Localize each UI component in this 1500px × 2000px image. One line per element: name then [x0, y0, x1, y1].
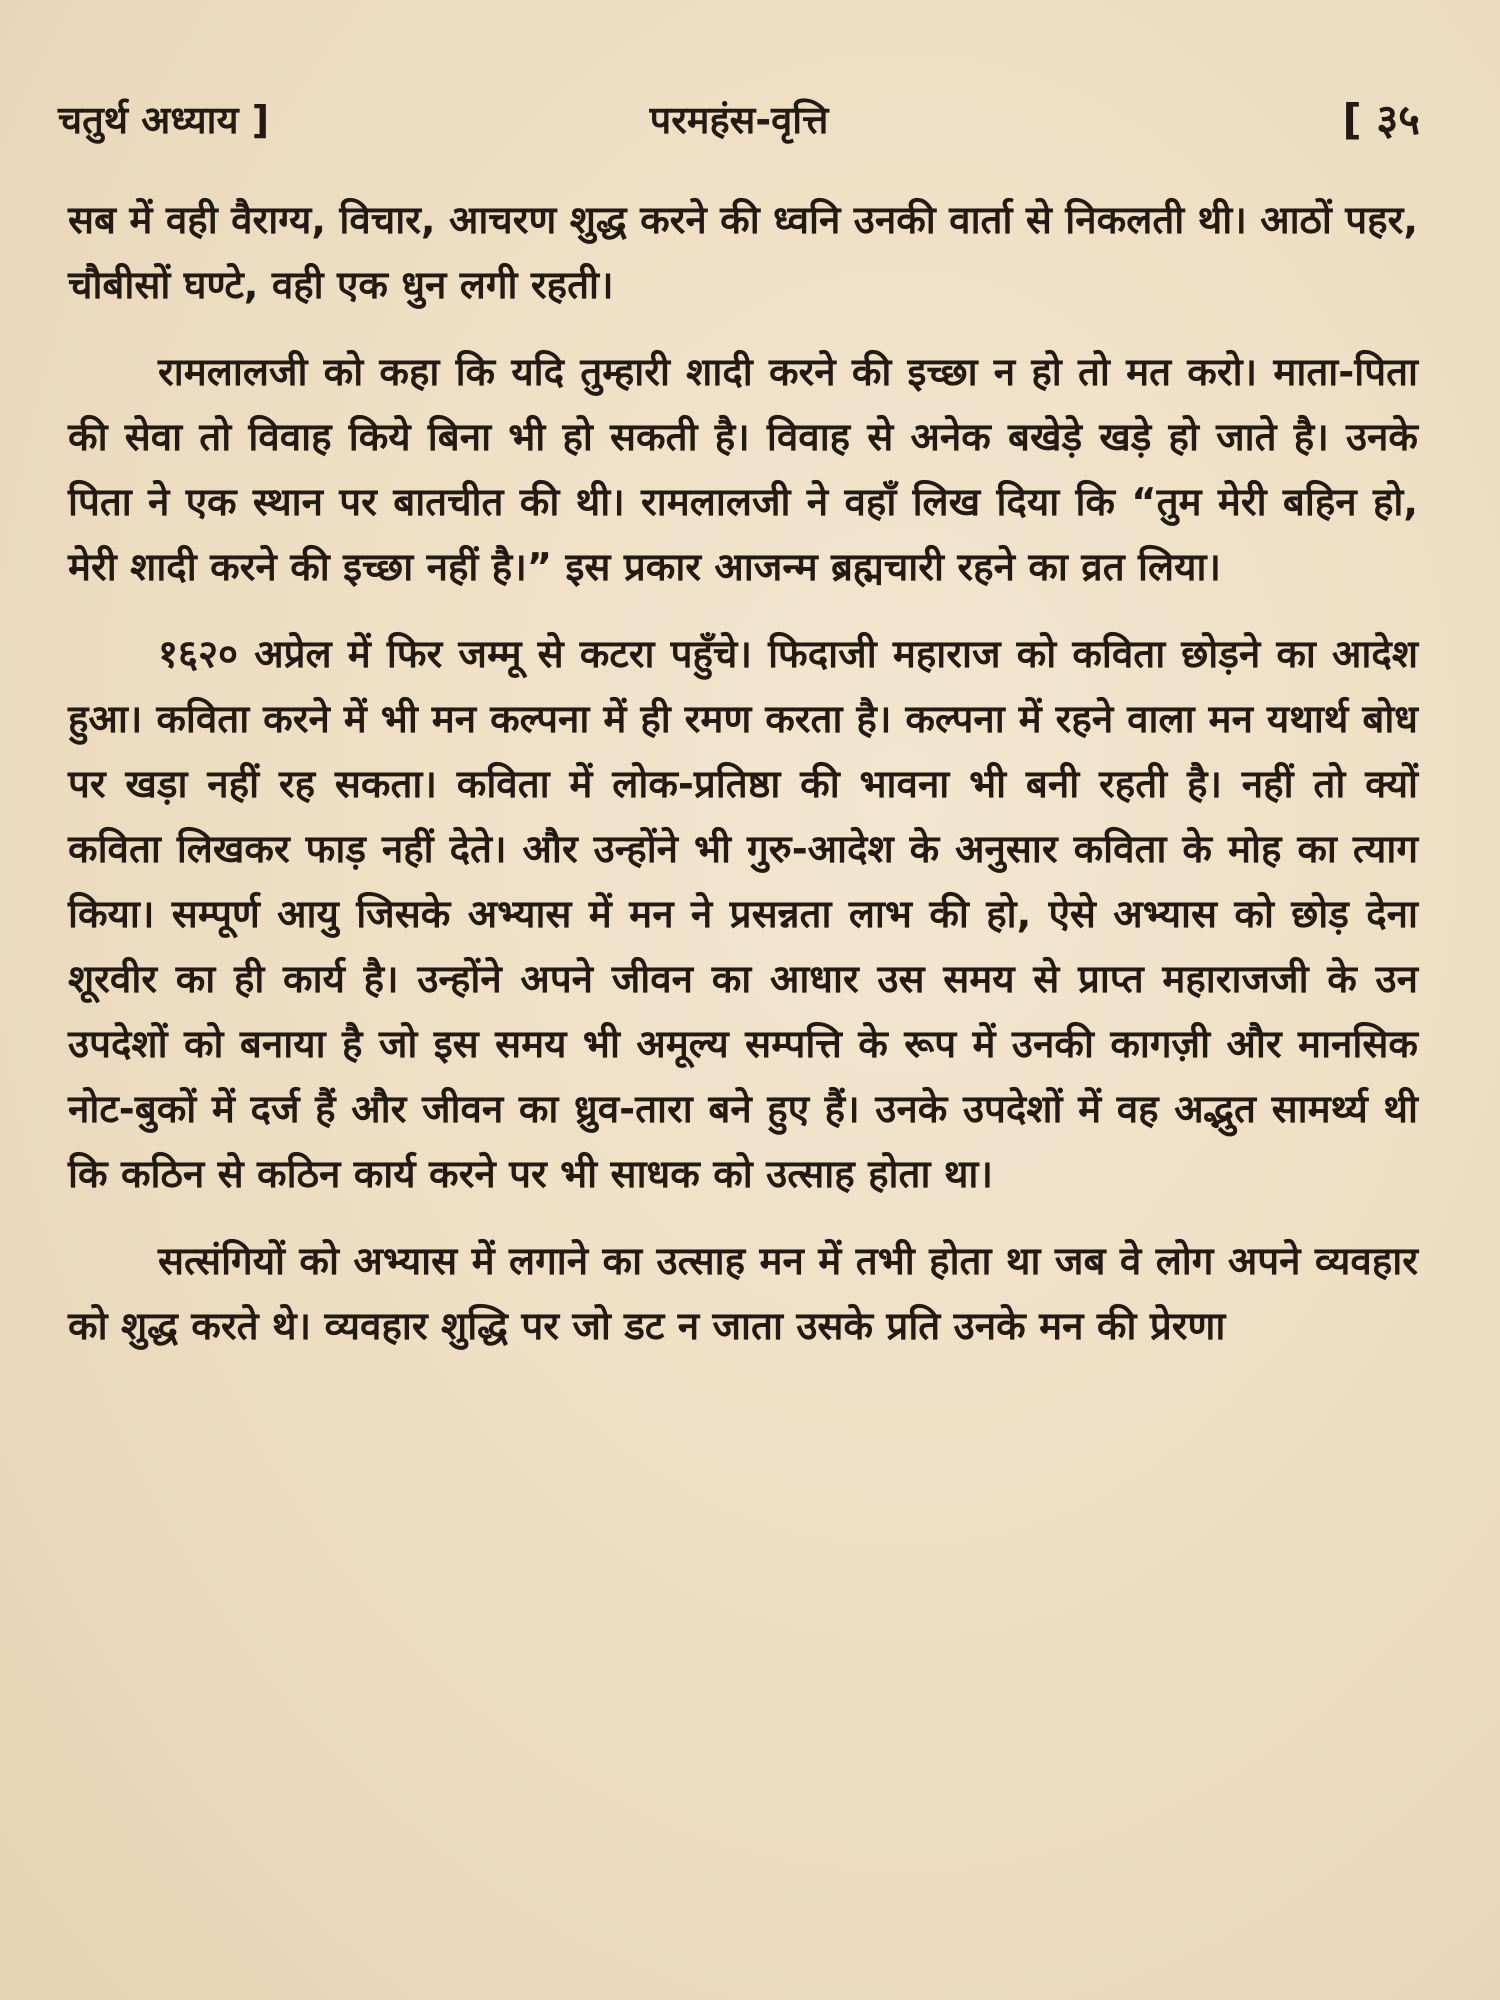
body-text	[68, 188, 1418, 1359]
paragraph-4: सत्संगियों को अभ्यास में लगाने का उत्साह मन में तभी होता था जब वे लोग अपने व्यवहार को शुद्ध करते थे। व्यवहार शुद्धि पर जो डट न जाता उसके प्रति उनके मन की प्रेरणा	[68, 1239, 1418, 1349]
paragraph-2: रामलालजी को कहा कि यदि तुम्हारी शादी करने की इच्छा न हो तो मत करो। माता-पिता की सेवा तो विवाह किये बिना भी हो सकती है। विवाह से अनेक बखेड़े खड़े हो जाते है। उनके पिता ने एक स्थान पर बातचीत की थी। रामलालजी ने वहाँ लिख दिया कि “तुम मेरी बहिन हो, मेरी शादी करने की इच्छा नहीं है।” इस प्रकार आजन्म ब्रह्मचारी रहने का व्रत लिया।	[68, 350, 1418, 590]
paragraph-1: सब में वही वैराग्य, विचार, आचरण शुद्ध करने की ध्वनि उनकी वार्ता से निकलती थी। आठों पहर, चौबीसों घण्टे, वही एक धुन लगी रहती।	[68, 198, 1418, 308]
page-number: [ ३५	[1342, 95, 1420, 144]
paragraph-3: १६२० अप्रेल में फिर जम्मू से कटरा पहुँचे। फिदाजी महाराज को कविता छोड़ने का आदेश हुआ। कविता करने में भी मन कल्पना में ही रमण करता है। कल्पना में रहने वाला मन यथार्थ बोध पर खड़ा नहीं रह सकता। कविता में लोक-प्रतिष्ठा की भावना भी बनी रहती है। नहीं तो क्यों कविता लिखकर फाड़ नहीं देते। और उन्होंने भी गुरु-आदेश के अनुसार कविता के मोह का त्याग किया। सम्पूर्ण आयु जिसके अभ्यास में मन ने प्रसन्नता लाभ की हो, ऐसे अभ्यास को छोड़ देना शूरवीर का ही कार्य है। उन्होंने अपने जीवन का आधार उस समय से प्राप्त महाराजजी के उन उपदेशों को बनाया है जो इस समय भी अमूल्य सम्पत्ति के रूप में उनकी कागज़ी और मानसिक नोट-बुकों में दर्ज हैं और जीवन का ध्रुव-तारा बने हुए हैं। उनके उपदेशों में वह अद्भुत सामर्थ्य थी कि कठिन से कठिन कार्य करने पर भी साधक को उत्साह होता था।	[68, 632, 1418, 1197]
page-title: परमहंस-वृत्ति	[649, 98, 829, 142]
chapter-label: चतुर्थ अध्याय ]	[58, 98, 270, 142]
running-head	[58, 90, 1420, 150]
